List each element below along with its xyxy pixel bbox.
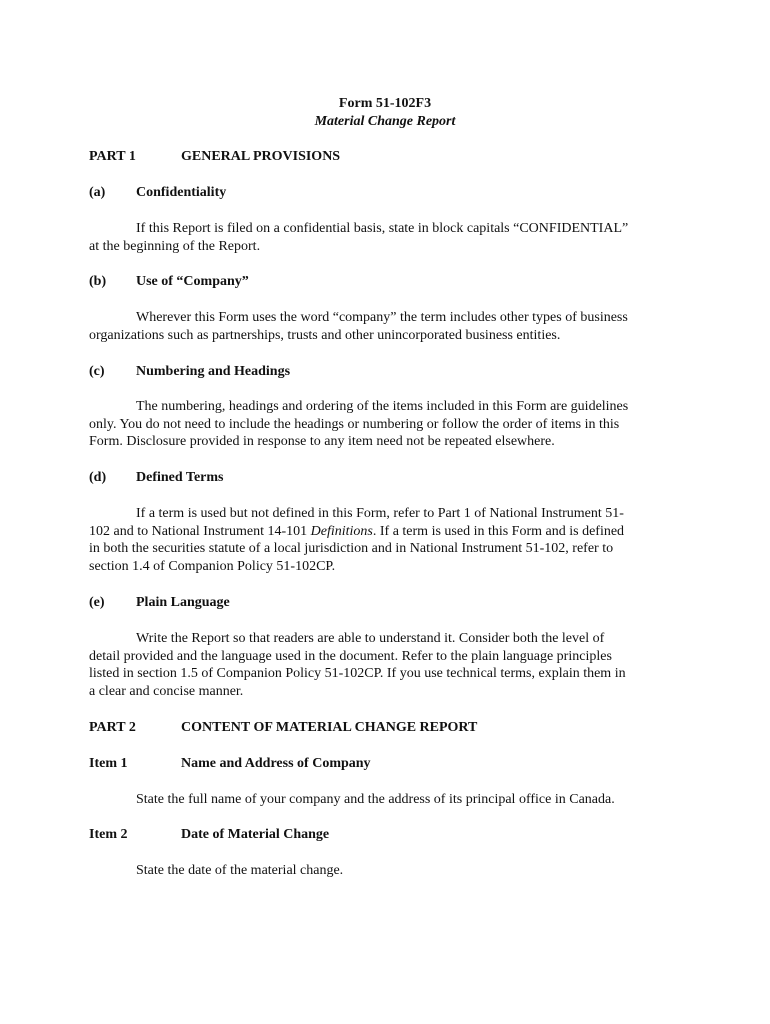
section-e-line: a clear and concise manner. xyxy=(89,683,244,699)
item2-text: State the date of the material change. xyxy=(136,863,344,878)
section-c-label: (c) xyxy=(89,364,105,379)
section-a-label: (a) xyxy=(89,185,106,200)
section-c-paragraph xyxy=(89,398,679,451)
section-d-label: (d) xyxy=(89,470,107,485)
section-e-line: listed in section 1.5 of Companion Policy 51-102CP. If you use technical terms, explain them in xyxy=(89,666,626,681)
section-d-heading: Defined Terms xyxy=(136,470,224,485)
section-b-heading: Use of “Company” xyxy=(136,274,249,289)
part2-label: PART 2 xyxy=(89,720,136,735)
item1-label: Item 1 xyxy=(89,756,128,771)
section-a-paragraph xyxy=(89,220,679,255)
section-e-line: Write the Report so that readers are able to understand it. Consider both the level of xyxy=(136,631,605,646)
section-a-line: at the beginning of the Report. xyxy=(89,238,261,254)
part1-label: PART 1 xyxy=(89,149,136,164)
section-d-line-text: . If a term is used in this Form and is defined xyxy=(372,523,625,539)
definitions-title: Definitions xyxy=(310,523,373,539)
section-b-line: Wherever this Form uses the word “company” the term includes other types of business xyxy=(136,310,628,325)
section-a-heading: Confidentiality xyxy=(136,185,227,200)
item1-heading: Name and Address of Company xyxy=(181,756,371,771)
part2-heading: CONTENT OF MATERIAL CHANGE REPORT xyxy=(181,720,478,735)
section-d-line-text: 102 and to National Instrument 14-101 xyxy=(89,523,311,539)
section-e-heading: Plain Language xyxy=(136,595,230,610)
section-e-paragraph xyxy=(89,630,679,700)
section-e-line: detail provided and the language used in the document. Refer to the plain language principles xyxy=(89,648,612,664)
section-d-paragraph xyxy=(89,505,679,575)
section-d-line: section 1.4 of Companion Policy 51-102CP. xyxy=(89,558,336,574)
section-c-line: only. You do not need to include the headings or numbering or follow the order of items in this xyxy=(89,416,620,432)
section-c-line: The numbering, headings and ordering of the items included in this Form are guidelines xyxy=(136,399,629,414)
section-a-line: If this Report is filed on a confidential basis, state in block capitals “CONFIDENTIAL” xyxy=(136,221,629,236)
form-subtitle: Material Change Report xyxy=(314,114,456,129)
section-d-line: in both the securities statute of a local jurisdiction and in National Instrument 51-102, refer to xyxy=(89,541,614,556)
section-b-label: (b) xyxy=(89,274,107,289)
part1-heading: GENERAL PROVISIONS xyxy=(181,149,341,164)
section-b-line: organizations such as partnerships, trusts and other unincorporated business entities. xyxy=(89,327,561,343)
item1-text: State the full name of your company and the address of its principal office in Canada. xyxy=(136,792,615,807)
section-d-line xyxy=(89,523,679,541)
section-d-line: If a term is used but not defined in this Form, refer to Part 1 of National Instrument 51- xyxy=(136,506,624,521)
item2-heading: Date of Material Change xyxy=(181,827,330,842)
section-c-heading: Numbering and Headings xyxy=(136,364,291,379)
section-b-paragraph xyxy=(89,309,679,344)
section-c-line: Form. Disclosure provided in response to any item need not be repeated elsewhere. xyxy=(89,434,555,449)
form-title: Form 51-102F3 xyxy=(338,96,432,111)
item2-label: Item 2 xyxy=(89,827,128,842)
section-e-label: (e) xyxy=(89,595,105,610)
